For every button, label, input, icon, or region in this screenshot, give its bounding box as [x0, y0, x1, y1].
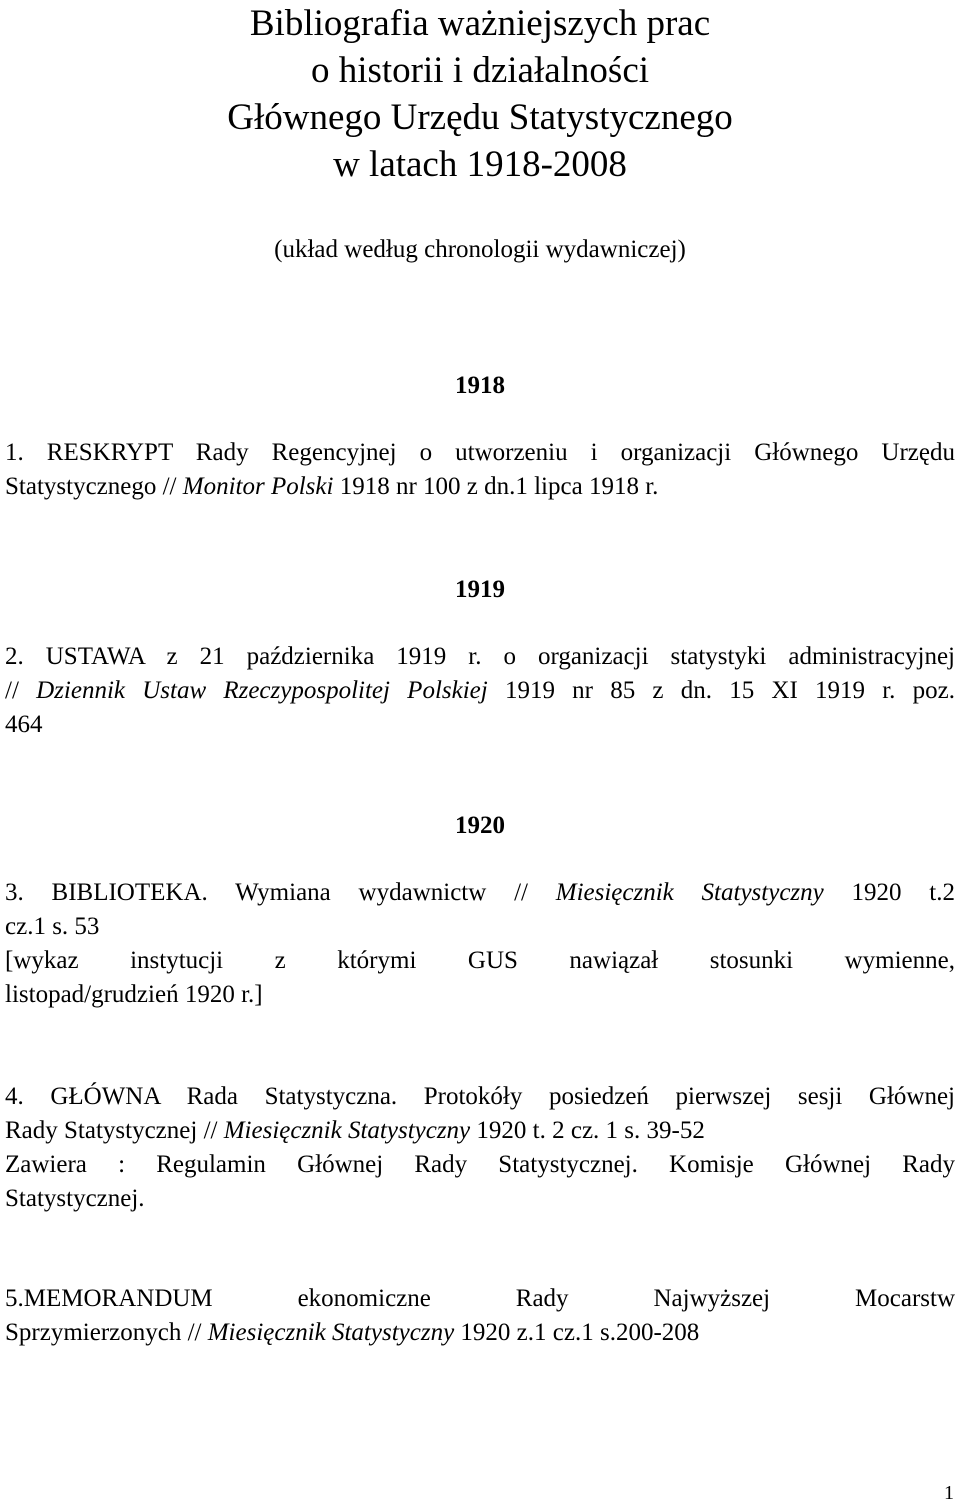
year-heading-1919: 1919: [455, 576, 505, 603]
year-heading-1918: 1918: [455, 372, 505, 399]
entry-line: 5.MEMORANDUM ekonomiczne Rady Najwyższej Mocarstw: [5, 1285, 955, 1312]
entry-text: 1920 t. 2 cz. 1 s. 39-52: [470, 1117, 705, 1144]
title-line: Bibliografia ważniejszych prac: [249, 3, 711, 44]
title-line: w latach 1918-2008: [333, 144, 627, 185]
entry-text: 1919 nr 85 z dn. 15 XI 1919 r. poz.: [487, 677, 955, 704]
title-line: Głównego Urzędu Statystycznego: [227, 97, 733, 138]
entry-journal-title: Miesięcznik Statystyczny: [555, 879, 824, 906]
entry-line: [5, 1114, 955, 1148]
entry-journal-title: Miesięcznik Statystyczny: [207, 1319, 455, 1346]
entry-line: 464: [5, 711, 43, 738]
entry-line: Statystycznej.: [5, 1185, 145, 1212]
entry-line: [5, 1316, 955, 1350]
entry-line: 1. RESKRYPT Rady Regencyjnej o utworzeniu i organizacji Głównego Urzędu: [5, 439, 955, 466]
document-title: [0, 0, 960, 188]
entry-line: Zawiera : Regulamin Głównej Rady Statystycznej. Komisje Głównej Rady: [5, 1151, 955, 1178]
entry-text: 1918 nr 100 z dn.1 lipca 1918 r.: [333, 473, 659, 500]
entry-line: listopad/grudzień 1920 r.]: [5, 981, 263, 1008]
entry-line: [5, 470, 955, 504]
entry-text: Statystycznego //: [5, 473, 183, 500]
title-line: o historii i działalności: [310, 50, 650, 91]
bibliography-entry-4: [5, 1080, 955, 1216]
year-heading-1920: 1920: [455, 812, 505, 839]
entry-line: cz.1 s. 53: [5, 913, 100, 940]
entry-journal-title: Dziennik Ustaw Rzeczypospolitej Polskiej: [36, 677, 488, 704]
entry-line: [5, 876, 955, 910]
entry-line: 4. GŁÓWNA Rada Statystyczna. Protokóły posiedzeń pierwszej sesji Głównej: [5, 1083, 955, 1110]
entry-text: Rady Statystycznej //: [5, 1117, 224, 1144]
entry-line: [5, 674, 955, 708]
entry-line: [wykaz instytucji z którymi GUS nawiązał stosunki wymienne,: [5, 947, 955, 974]
entry-journal-title: Miesięcznik Statystyczny: [223, 1117, 471, 1144]
bibliography-entry-3: [5, 876, 955, 1012]
page-number: 1: [944, 1482, 954, 1504]
document-subtitle: (układ według chronologii wydawniczej): [274, 236, 686, 263]
entry-line: 2. USTAWA z 21 października 1919 r. o organizacji statystyki administracyjnej: [5, 643, 955, 670]
bibliography-entry-1: [5, 436, 955, 504]
entry-text: //: [5, 677, 37, 704]
entry-text: 1920 z.1 cz.1 s.200-208: [454, 1319, 700, 1346]
entry-text: 1920 t.2: [823, 879, 955, 906]
bibliography-entry-2: [5, 640, 955, 742]
bibliography-entry-5: [5, 1282, 955, 1350]
entry-text: Sprzymierzonych //: [5, 1319, 208, 1346]
entry-text: 3. BIBLIOTEKA. Wymiana wydawnictw //: [5, 879, 556, 906]
entry-journal-title: Monitor Polski: [182, 473, 334, 500]
